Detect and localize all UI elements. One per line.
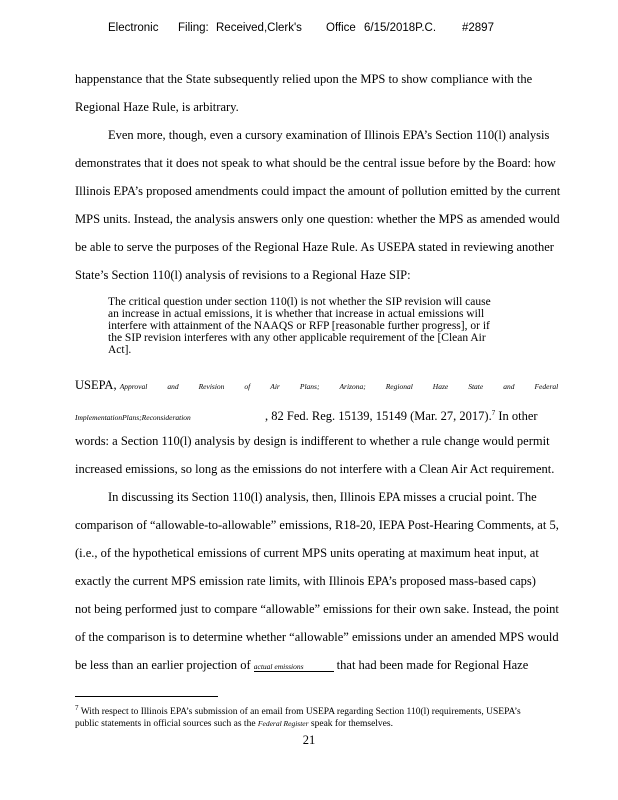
body-line: In discussing its Section 110(l) analysis, then, Illinois EPA misses a crucial point. The [108,490,537,504]
quote-line: interfere with attainment of the NAAQS or RFP [reasonable further progress], or if [108,320,490,332]
body-line: (i.e., of the hypothetical emissions of current MPS units operating at maximum heat input, at [75,546,539,560]
quote-line: Act]. [108,344,132,356]
last-after: that had been made for Regional Haze [336,658,529,672]
block-quote [108,296,568,356]
header-office: Office [326,22,356,34]
body-line: Regional Haze Rule, is arbitrary. [75,100,239,114]
body-line: MPS units. Instead, the analysis answers only one question: whether the MPS as amended would [75,212,560,226]
body-line: demonstrates that it does not speak to what should be the central issue before by the Board: how [75,156,556,170]
quote-line: an increase in actual emissions, it is whether that increase in actual emissions will [108,308,485,320]
citation-line-2 [75,406,600,424]
last-before: be less than an earlier projection of [75,658,251,672]
footnote-italic: Federal Register [257,719,309,729]
body-line: Even more, though, even a cursory examination of Illinois EPA’s Section 110(l) analysis [108,128,550,142]
citation-lead: USEPA, [75,378,117,392]
footnote-mark: 7 [75,704,79,712]
header-date: 6/15/2018P.C. [364,22,437,34]
body-line: of the comparison is to determine whether “allowable” emissions under an amended MPS would [75,630,559,644]
footnote-ref: 7 [491,409,496,417]
underlined-term: actual emissions [254,662,334,672]
body-line: increased emissions, so long as the emissions do not interfere with a Clean Air Act requirement. [75,462,555,476]
body-line: words: a Section 110(l) analysis by design is indifferent to whether a rule change would permit [75,434,550,448]
header-filing: Filing: [178,22,209,34]
header-number: #2897 [462,22,494,34]
header-electronic: Electronic [108,22,159,34]
in-other: In other [498,409,538,424]
body-line: happenstance that the State subsequently relied upon the MPS to show compliance with the [75,72,533,86]
body-line: exactly the current MPS emission rate limits, with Illinois EPA’s proposed mass-based caps) [75,574,536,588]
citation-title: Approval and Revision of Air Plans; Arizona; Regional Haze State and Federal [119,382,559,391]
citation-tail: , 82 Fed. Reg. 15139, 15149 (Mar. 27, 2017). [265,409,492,424]
quote-line: The critical question under section 110(l) is not whether the SIP revision will cause [108,296,491,308]
body-line: Illinois EPA’s proposed amendments could impact the amount of pollution emitted by the current [75,184,561,198]
body-line: not being performed just to compare “allowable” emissions for their own sake. Instead, the point [75,602,559,616]
page-number: 21 [302,733,316,747]
footnote-line-2-end: speak for themselves. [310,719,393,730]
footnote-line-1: With respect to Illinois EPA’s submission of an email from USEPA regarding Section 110(l) requirements, USEPA’s [78,707,521,718]
footnote [75,703,595,730]
citation-line [75,378,600,393]
footnote-line-2: public statements in official sources such as the [75,719,256,730]
quote-line: the SIP revision interferes with any other applicable requirement of the [Clean Air [108,332,486,344]
body-line-last [75,658,600,673]
citation-title-2: ImplementationPlans;Reconsideration [75,413,191,423]
body-line: be able to serve the purposes of the Regional Haze Rule. As USEPA stated in reviewing another [75,240,554,254]
body-line: State’s Section 110(l) analysis of revisions to a Regional Haze SIP: [75,268,411,282]
header-received: Received,Clerk's [216,22,302,34]
body-line: comparison of “allowable-to-allowable” emissions, R18-20, IEPA Post-Hearing Comments, at 5, [75,518,559,532]
footnote-divider [75,696,218,697]
